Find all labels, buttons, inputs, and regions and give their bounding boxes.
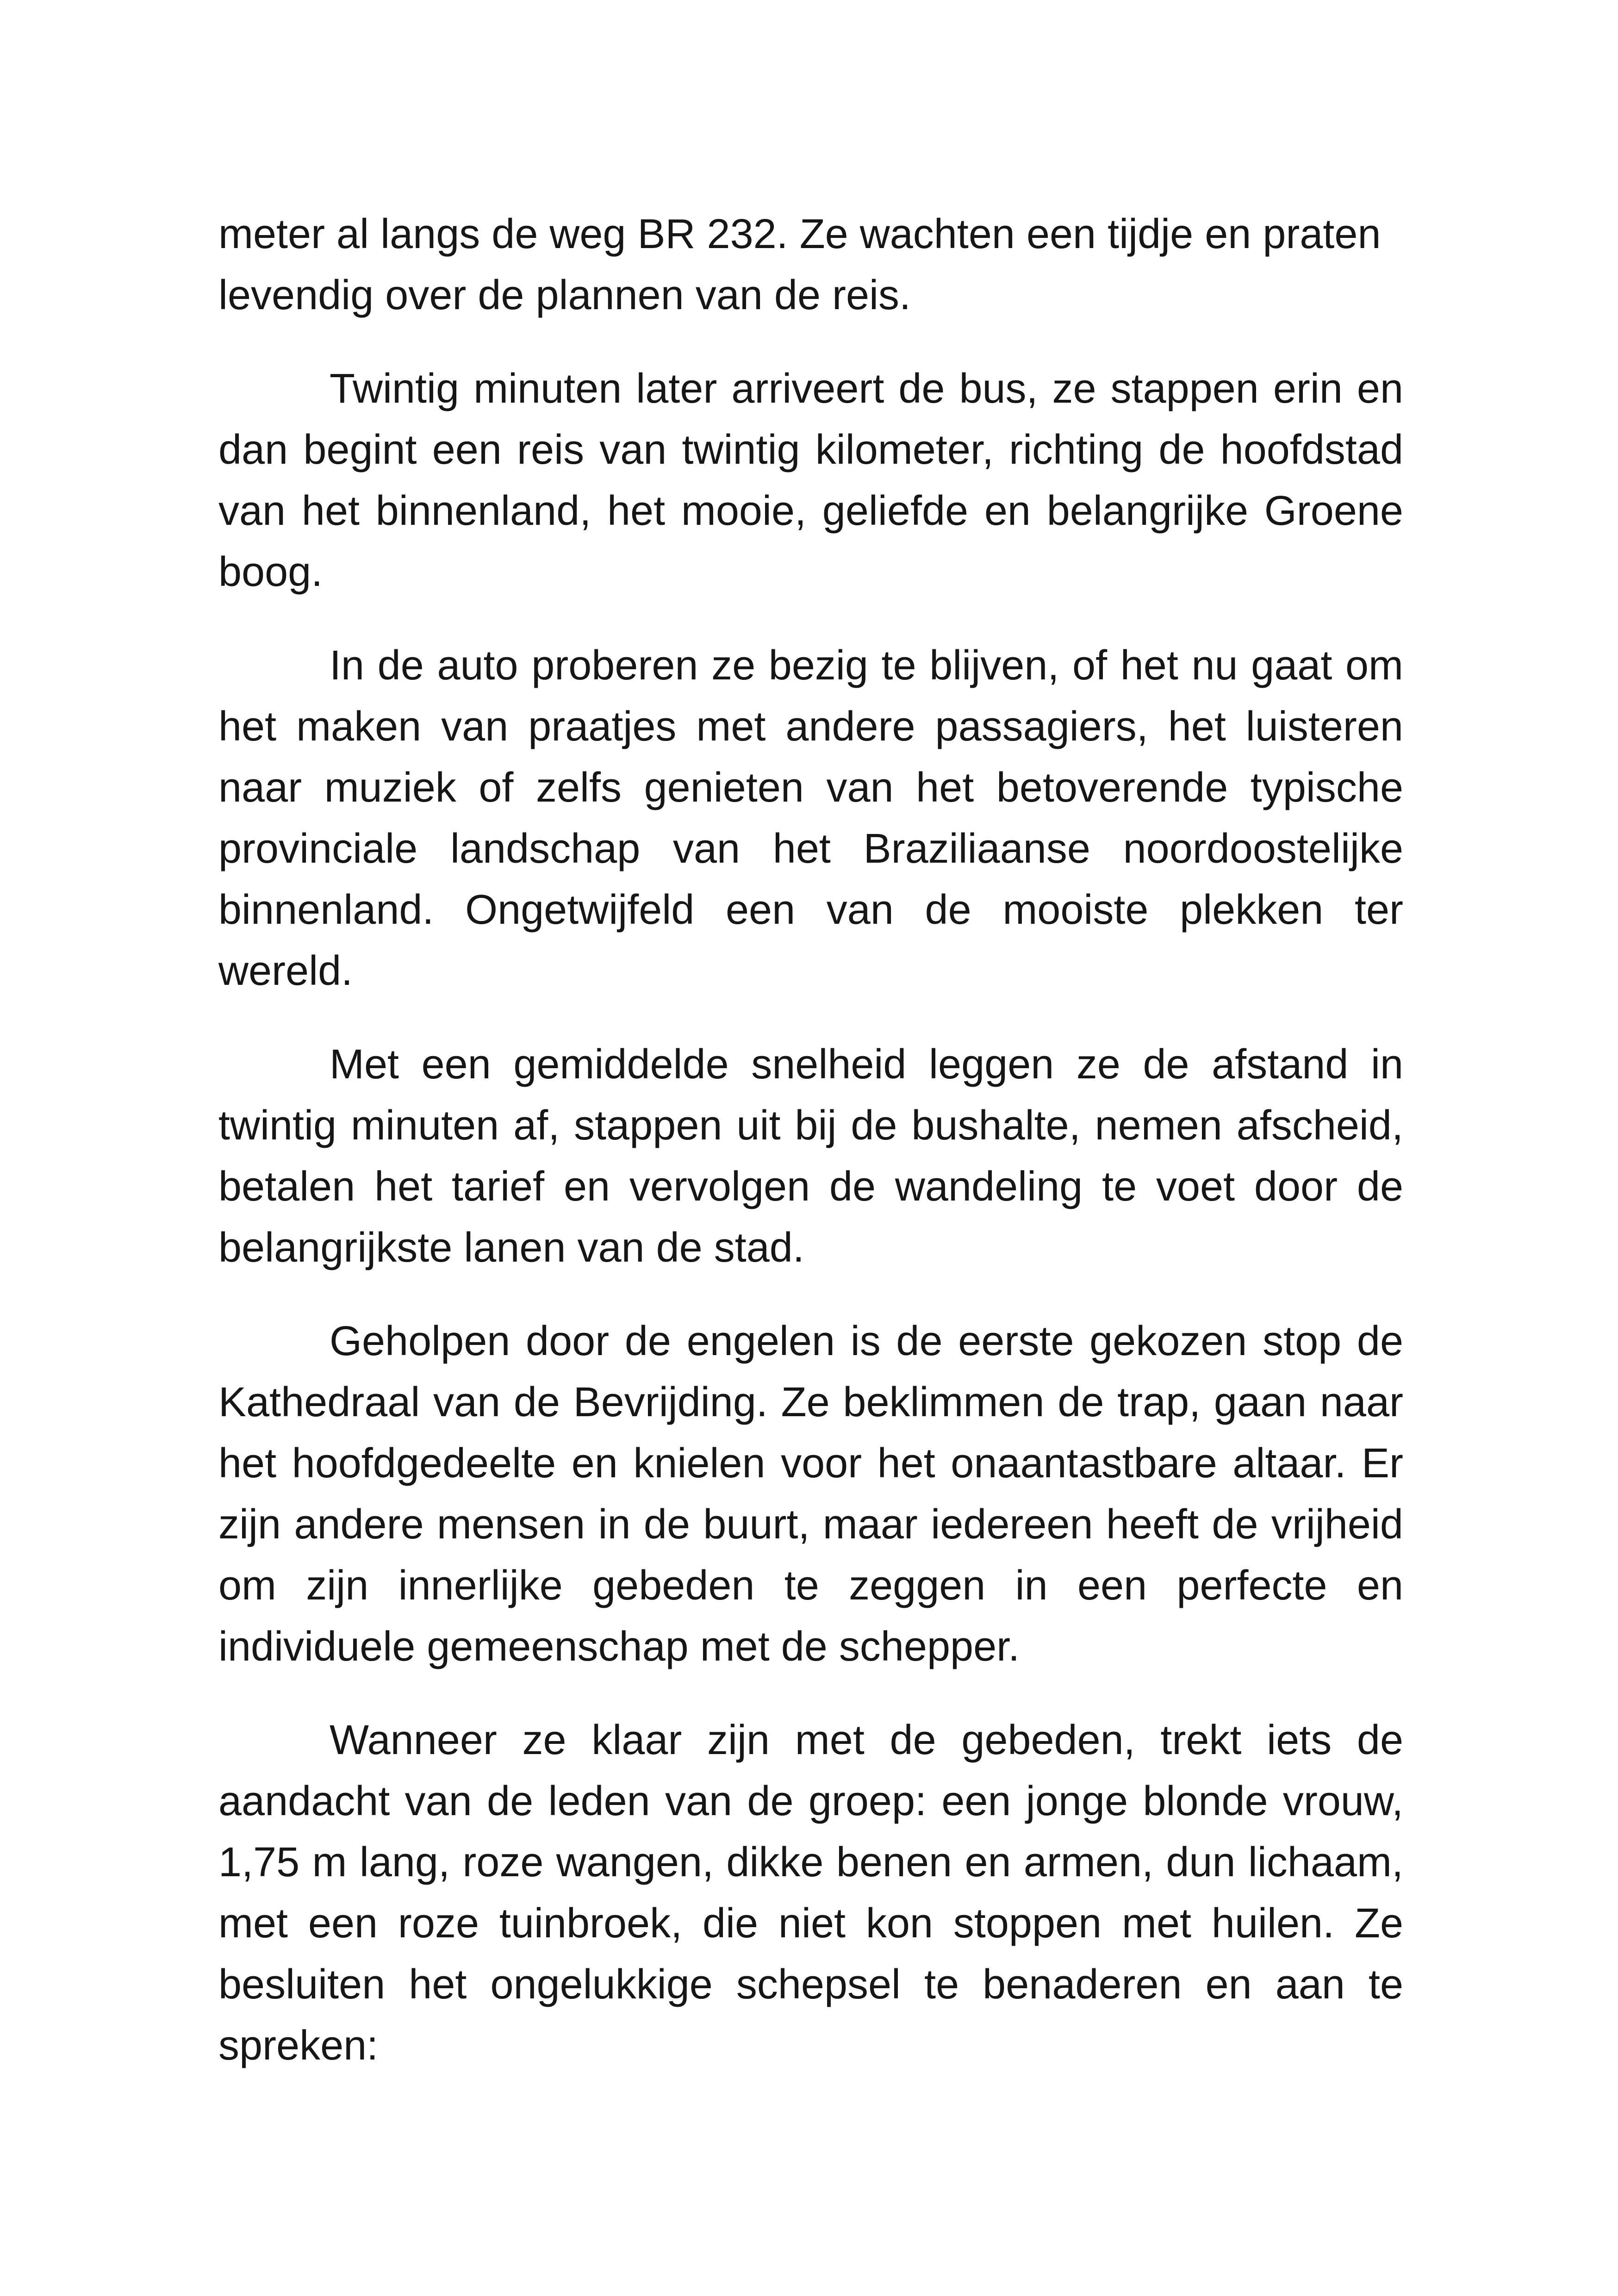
paragraph-4: Met een gemiddelde snelheid leggen ze de afstand in twintig minuten af, stappen uit bij de bushalte, nemen afscheid, betalen het tarief en vervolgen de wandeling te voet door de belangrijkste lanen van de stad. [218, 1041, 1403, 1271]
body-text [218, 204, 1403, 2109]
paragraph-3: In de auto proberen ze bezig te blijven, of het nu gaat om het maken van praatjes met andere passagiers, het luisteren naar muziek of zelfs genieten van het betoverende typische provinciale landschap van het Braziliaanse noordoostelijke binnenland. Ongetwijfeld een van de mooiste plekken ter wereld. [218, 642, 1403, 994]
paragraph-2: Twintig minuten later arriveert de bus, ze stappen erin en dan begint een reis van twintig kilometer, richting de hoofdstad van het binnenland, het mooie, geliefde en belangrijke Groene boog. [218, 366, 1403, 595]
paragraph-1: meter al langs de weg BR 232. Ze wachten een tijdje en praten levendig over de plannen van de reis. [218, 211, 1381, 318]
paragraph-5: Geholpen door de engelen is de eerste gekozen stop de Kathedraal van de Bevrijding. Ze beklimmen de trap, gaan naar het hoofdgedeelte en knielen voor het onaantastbare altaar. Er zijn andere mensen in de buurt, maar iedereen heeft de vrijheid om zijn innerlijke gebeden te zeggen in een perfecte en individuele gemeenschap met de schepper. [218, 1318, 1403, 1670]
paragraph-6: Wanneer ze klaar zijn met de gebeden, trekt iets de aandacht van de leden van de groep: een jonge blonde vrouw, 1,75 m lang, roze wangen, dikke benen en armen, dun lichaam, met een roze tuinbroek, die niet kon stoppen met huilen. Ze besluiten het ongelukkige schepsel te benaderen en aan te spreken: [218, 1717, 1403, 2069]
